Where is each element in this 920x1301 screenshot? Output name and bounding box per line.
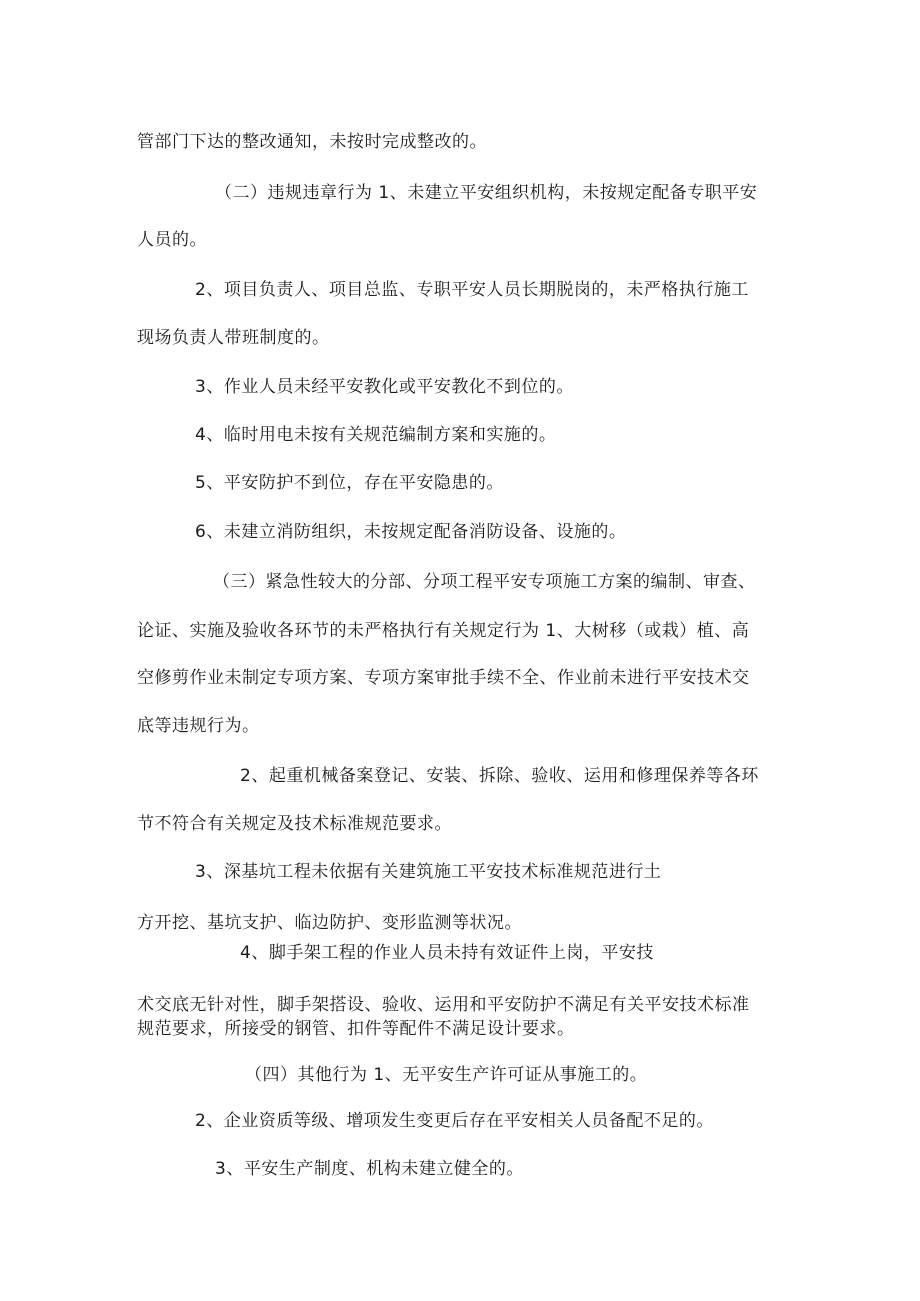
text-line-15: 节不符合有关规定及技术标准规范要求。: [137, 814, 452, 834]
text-line-19: 术交底无针对性，脚手架搭设、验收、运用和平安防护不满足有关平安技术标准: [137, 995, 750, 1015]
text-line-7: 4、临时用电未按有关规范编制方案和实施的。: [195, 425, 557, 445]
text-line-23: 3、平安生产制度、机构未建立健全的。: [215, 1159, 524, 1179]
text-line-11: 论证、实施及验收各环节的未严格执行有关规定行为 1、大树移（或栽）植、高: [137, 621, 750, 641]
text-line-3: 人员的。: [137, 230, 207, 250]
text-line-16: 3、深基坑工程未依据有关建筑施工平安技术标准规范进行土: [195, 862, 662, 882]
text-line-20: 规范要求，所接受的钢管、扣件等配件不满足设计要求。: [137, 1019, 575, 1039]
text-line-9: 6、未建立消防组织，未按规定配备消防设备、设施的。: [195, 522, 627, 542]
text-line-10: （三）紧急性较大的分部、分项工程平安专项施工方案的编制、审查、: [213, 572, 756, 592]
text-line-13: 底等违规行为。: [137, 716, 260, 736]
text-line-17: 方开挖、基坑支护、临边防护、变形监测等状况。: [137, 913, 522, 933]
text-line-21: （四）其他行为 1、无平安生产许可证从事施工的。: [245, 1065, 648, 1085]
text-line-18: 4、脚手架工程的作业人员未持有效证件上岗，平安技: [240, 943, 654, 963]
text-line-14: 2、起重机械备案登记、安装、拆除、验收、运用和修理保养等各环: [240, 766, 759, 786]
text-line-22: 2、企业资质等级、增项发生变更后存在平安相关人员备配不足的。: [195, 1111, 714, 1131]
text-line-8: 5、平安防护不到位，存在平安隐患的。: [195, 473, 504, 493]
text-line-6: 3、作业人员未经平安教化或平安教化不到位的。: [195, 377, 574, 397]
text-line-4: 2、项目负责人、项目总监、专职平安人员长期脱岗的，未严格执行施工: [195, 280, 749, 300]
text-line-5: 现场负责人带班制度的。: [137, 328, 330, 348]
text-line-2: （二）违规违章行为 1、未建立平安组织机构，未按规定配备专职平安: [215, 183, 758, 203]
text-line-1: 管部门下达的整改通知，未按时完成整改的。: [137, 132, 487, 152]
text-line-12: 空修剪作业未制定专项方案、专项方案审批手续不全、作业前未进行平安技术交: [137, 668, 750, 688]
